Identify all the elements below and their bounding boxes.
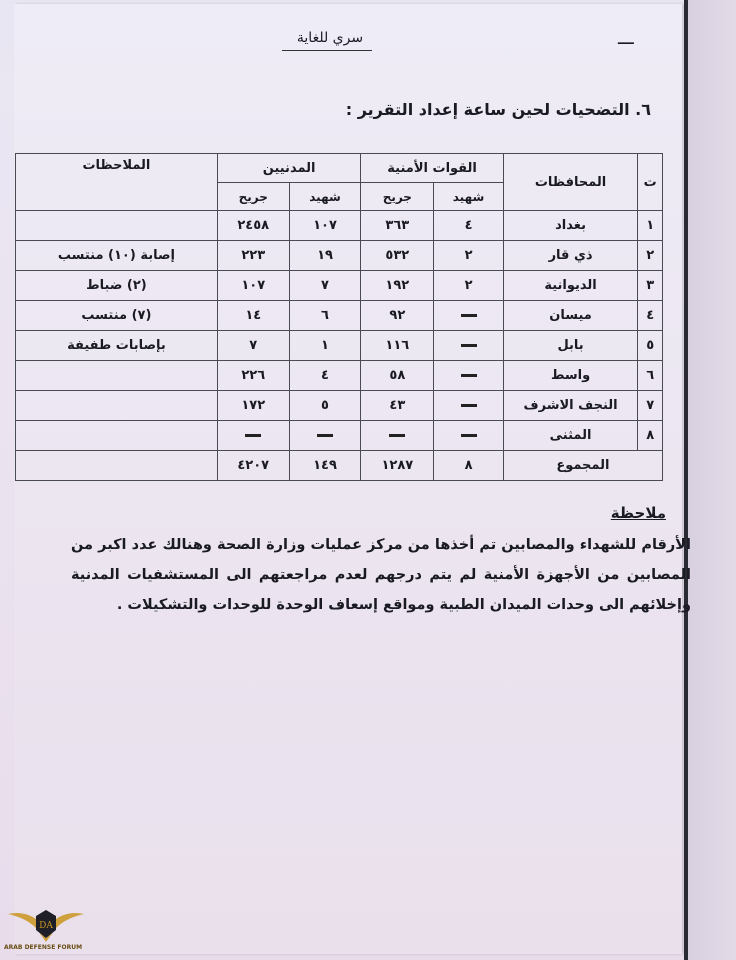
row-sec-killed: ٢ — [434, 271, 504, 301]
row-civ-killed: ٦ — [289, 301, 361, 331]
table-row — [16, 391, 663, 421]
row-civ-wounded: ٢٢٣ — [217, 241, 289, 271]
table-row — [16, 301, 663, 331]
row-civ-killed: ١٩ — [289, 241, 361, 271]
row-num: ٥ — [638, 331, 663, 361]
row-num: ٨ — [638, 421, 663, 451]
table-header-row — [16, 154, 663, 183]
header-security-forces: القوات الأمنية — [361, 154, 503, 183]
row-notes — [16, 211, 218, 241]
row-sec-killed: ٢ — [434, 241, 504, 271]
row-civ-killed: ١٠٧ — [289, 211, 361, 241]
row-notes: إصابة (١٠) منتسب — [16, 241, 218, 271]
classification-label: سري للغاية — [296, 30, 364, 46]
dash-mark — [461, 344, 477, 347]
header-civ-wounded: جريح — [217, 183, 289, 211]
row-sec-wounded — [361, 421, 434, 451]
row-notes — [16, 391, 218, 421]
header-sec-wounded: جريح — [361, 183, 434, 211]
background-strip — [688, 0, 736, 960]
header-sec-killed: شهيد — [434, 183, 504, 211]
table-row — [16, 271, 663, 301]
row-governorate: بابل — [503, 331, 638, 361]
table-body — [16, 211, 663, 481]
total-notes — [16, 451, 218, 481]
note-body: الأرقام للشهداء والمصابين تم أخذها من مركز عمليات وزارة الصحة وهنالك عدد اكبر من المصابين من الأجهزة الأمنية لم يتم درجهم لعدم مراجعتهم الى المستشفيات المدنية وإخلائهم الى وحدات الميدان الطبية ومواقع إسعاف الوحدة للوحدات والتشكيلات . — [71, 537, 691, 613]
row-governorate: واسط — [503, 361, 638, 391]
row-sec-killed — [434, 391, 504, 421]
row-notes: بإصابات طفيفة — [16, 331, 218, 361]
dash-mark — [317, 434, 333, 437]
row-num: ٤ — [638, 301, 663, 331]
row-sec-wounded: ٥٣٢ — [361, 241, 434, 271]
row-num: ٧ — [638, 391, 663, 421]
watermark-text: ARAB DEFENSE FORUM — [4, 944, 83, 951]
section-title: ٦. التضحيات لحين ساعة إعداد التقرير : — [345, 100, 651, 119]
row-num: ٣ — [638, 271, 663, 301]
classification-underline — [282, 50, 372, 51]
row-sec-killed: ٤ — [434, 211, 504, 241]
row-governorate: النجف الاشرف — [503, 391, 638, 421]
total-civ-wounded: ٤٢٠٧ — [217, 451, 289, 481]
dash-mark — [461, 314, 477, 317]
row-notes: (٧) منتسب — [16, 301, 218, 331]
row-civ-wounded — [217, 421, 289, 451]
total-sec-wounded: ١٢٨٧ — [361, 451, 434, 481]
row-civ-killed: ٧ — [289, 271, 361, 301]
row-notes: (٢) ضباط — [16, 271, 218, 301]
corner-mark: ـــ — [618, 28, 634, 49]
row-sec-wounded: ٥٨ — [361, 361, 434, 391]
table-row — [16, 241, 663, 271]
row-civ-killed: ٥ — [289, 391, 361, 421]
header-civilians: المدنيين — [217, 154, 361, 183]
row-governorate: بغداد — [503, 211, 638, 241]
total-label: المجموع — [503, 451, 662, 481]
table-row — [16, 211, 663, 241]
row-sec-killed — [434, 361, 504, 391]
header-num: ت — [638, 154, 663, 211]
total-civ-killed: ١٤٩ — [289, 451, 361, 481]
row-civ-wounded: ٢٤٥٨ — [217, 211, 289, 241]
row-num: ١ — [638, 211, 663, 241]
row-sec-wounded: ١٩٢ — [361, 271, 434, 301]
header-notes: الملاحظات — [16, 154, 218, 211]
row-civ-killed — [289, 421, 361, 451]
table-row — [16, 421, 663, 451]
svg-text:DA: DA — [39, 921, 53, 931]
dash-mark — [245, 434, 261, 437]
row-sec-wounded: ٣٦٣ — [361, 211, 434, 241]
row-civ-wounded: ١٠٧ — [217, 271, 289, 301]
row-governorate: ميسان — [503, 301, 638, 331]
row-civ-wounded: ٢٢٦ — [217, 361, 289, 391]
row-sec-killed — [434, 421, 504, 451]
table-total-row — [16, 451, 663, 481]
row-sec-wounded: ١١٦ — [361, 331, 434, 361]
casualties-table — [15, 153, 663, 481]
dash-mark — [461, 434, 477, 437]
row-civ-wounded: ١٧٢ — [217, 391, 289, 421]
table-row — [16, 361, 663, 391]
row-civ-wounded: ١٤ — [217, 301, 289, 331]
row-notes — [16, 361, 218, 391]
row-sec-killed — [434, 331, 504, 361]
row-governorate: ذي قار — [503, 241, 638, 271]
note-title: ملاحظة — [610, 504, 666, 522]
row-sec-wounded: ٩٢ — [361, 301, 434, 331]
header-civ-killed: شهيد — [289, 183, 361, 211]
row-num: ٦ — [638, 361, 663, 391]
dash-mark — [461, 404, 477, 407]
header-governorate: المحافظات — [503, 154, 638, 211]
table-row — [16, 331, 663, 361]
row-civ-killed: ٤ — [289, 361, 361, 391]
row-governorate: الديوانية — [503, 271, 638, 301]
dash-mark — [389, 434, 405, 437]
row-civ-wounded: ٧ — [217, 331, 289, 361]
row-sec-killed — [434, 301, 504, 331]
row-civ-killed: ١ — [289, 331, 361, 361]
row-notes — [16, 421, 218, 451]
row-sec-wounded: ٤٣ — [361, 391, 434, 421]
row-governorate: المثنى — [503, 421, 638, 451]
row-num: ٢ — [638, 241, 663, 271]
total-sec-killed: ٨ — [434, 451, 504, 481]
dash-mark — [461, 374, 477, 377]
